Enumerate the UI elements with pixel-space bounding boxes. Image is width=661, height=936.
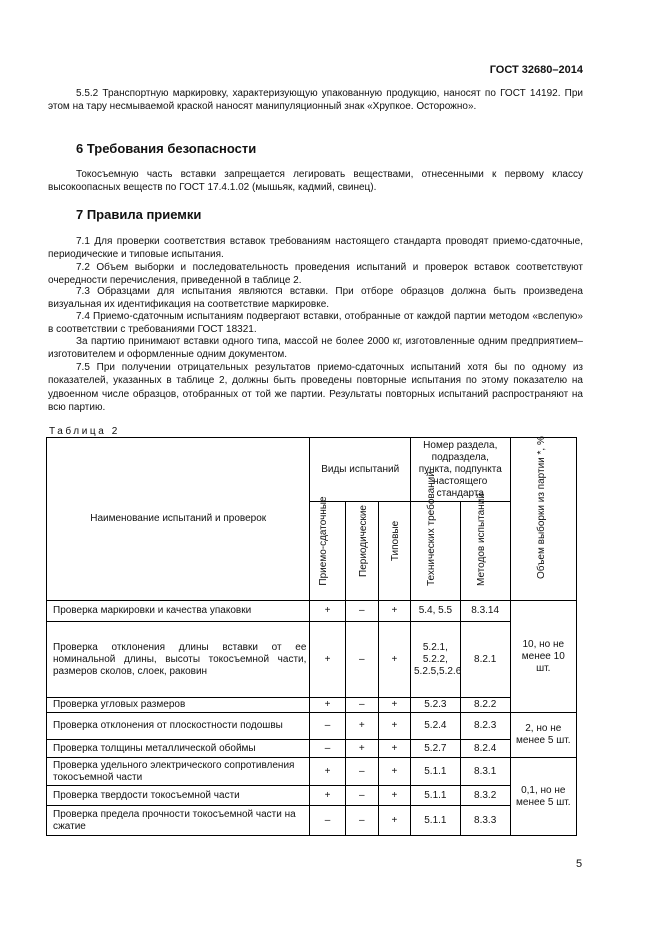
cell-typical: +	[378, 698, 410, 713]
table-row	[47, 758, 577, 786]
cell-methods: 8.2.1	[460, 622, 510, 698]
table-caption: Таблица 2	[49, 426, 120, 437]
row-name: Проверка маркировки и качества упаковки	[47, 601, 310, 622]
cell-methods: 8.3.3	[460, 806, 510, 836]
row-name: Проверка угловых размеров	[47, 698, 310, 713]
cell-acceptance: +	[310, 622, 345, 698]
cell-requirements: 5.2.4	[411, 713, 461, 740]
paragraph-7-1: 7.1 Для проверки соответствия вставок требованиям настоящего стандарта проводят приемо-сдаточные, периодические и типовые испытания.	[48, 236, 583, 261]
cell-requirements: 5.2.3	[411, 698, 461, 713]
cell-typical: +	[378, 740, 410, 758]
row-name: Проверка отклонения от плоскостности подошвы	[47, 713, 310, 740]
header-periodic	[345, 502, 378, 601]
cell-periodic: +	[345, 713, 378, 740]
cell-acceptance: +	[310, 758, 345, 786]
cell-typical: +	[378, 713, 410, 740]
header-typical-text: Типовые	[389, 520, 401, 562]
header-acceptance	[310, 496, 345, 601]
cell-sample-group-3: 0,1, но не менее 5 шт.	[510, 758, 576, 836]
cell-requirements: 5.4, 5.5	[411, 601, 461, 622]
cell-periodic: –	[345, 622, 378, 698]
section-6-title: 6 Требования безопасности	[76, 141, 257, 156]
header-periodic-text: Периодические	[357, 505, 369, 577]
row-name: Проверка предела прочности токосъемной части на сжатие	[47, 806, 310, 836]
cell-typical: +	[378, 786, 410, 806]
cell-requirements: 5.1.1	[411, 786, 461, 806]
header-test-types: Виды испытаний	[310, 438, 411, 502]
cell-typical: +	[378, 601, 410, 622]
table-row	[47, 806, 577, 836]
cell-requirements: 5.2.7	[411, 740, 461, 758]
header-acceptance-text: Приемо-сдаточные	[318, 496, 330, 586]
page-number: 5	[576, 858, 583, 870]
cell-periodic: –	[345, 698, 378, 713]
table-row	[47, 698, 577, 713]
row-name: Проверка отклонения длины вставки от ее номинальной длины, высоты токосъемной части, размеров сколов, слоек, раковин	[47, 622, 310, 698]
paragraph-5-5-2: 5.5.2 Транспортную маркировку, характеризующую упакованную продукцию, наносят по ГОСТ 14192. При этом на тару несмываемой краской наносят манипуляционный знак «Хрупкое. Осторожно».	[48, 88, 583, 113]
cell-periodic: –	[345, 806, 378, 836]
table-2	[46, 437, 577, 836]
cell-sample-group-1: 10, но не менее 10 шт.	[510, 601, 576, 713]
paragraph-7-5: 7.5 При получении отрицательных результатов приемо-сдаточных испытаний хотя бы по одному из показателей, указанных в таблице 2, должны быть проведены повторные испытания по этому показателю на удвоенном числе образцов, отобранных от той же партии. Результаты повторных испытаний распространяют на всю партию.	[48, 362, 583, 414]
paragraph-7-2: 7.2 Объем выборки и последовательность проведения испытаний и проверок вставок соответствуют очередности перечисления, приведенной в таблице 2.	[48, 262, 583, 287]
cell-requirements: 5.1.1	[411, 758, 461, 786]
paragraph-7-4b: За партию принимают вставки одного типа, массой не более 2000 кг, изготовленные одним предприятием–изготовителем и оформленные одним документом.	[48, 336, 583, 361]
table-row	[47, 713, 577, 740]
table-row	[47, 622, 577, 698]
header-name: Наименование испытаний и проверок	[47, 438, 310, 601]
cell-periodic: –	[345, 786, 378, 806]
cell-acceptance: –	[310, 740, 345, 758]
cell-typical: +	[378, 806, 410, 836]
cell-acceptance: +	[310, 786, 345, 806]
cell-periodic: –	[345, 758, 378, 786]
section-7-title: 7 Правила приемки	[76, 207, 202, 222]
cell-acceptance: +	[310, 601, 345, 622]
cell-periodic: –	[345, 601, 378, 622]
header-sample-size-text: Объем выборки из партии *, %	[535, 436, 547, 579]
cell-typical: +	[378, 622, 410, 698]
cell-methods: 8.3.1	[460, 758, 510, 786]
header-methods	[460, 493, 510, 601]
table-row	[47, 601, 577, 622]
header-requirements	[411, 471, 461, 601]
header-sample-size	[510, 438, 576, 601]
cell-acceptance: –	[310, 806, 345, 836]
cell-methods: 8.3.14	[460, 601, 510, 622]
cell-requirements: 5.2.1, 5.2.2, 5.2.5,5.2.6	[411, 622, 461, 698]
cell-acceptance: –	[310, 713, 345, 740]
cell-methods: 8.2.2	[460, 698, 510, 713]
document-header: ГОСТ 32680–2014	[489, 64, 583, 76]
cell-acceptance: +	[310, 698, 345, 713]
header-methods-text: Методов испытаний	[475, 493, 487, 586]
paragraph-7-3: 7.3 Образцами для испытания являются вставки. При отборе образцов должна быть произведена визуальная их идентификация на соответствие маркировке.	[48, 286, 583, 311]
row-name: Проверка твердости токосъемной части	[47, 786, 310, 806]
row-name: Проверка толщины металлической обоймы	[47, 740, 310, 758]
cell-requirements: 5.1.1	[411, 806, 461, 836]
row-name: Проверка удельного электрического сопротивления токосъемной части	[47, 758, 310, 786]
table-row	[47, 740, 577, 758]
table-row	[47, 786, 577, 806]
cell-periodic: +	[345, 740, 378, 758]
cell-methods: 8.3.2	[460, 786, 510, 806]
cell-methods: 8.2.3	[460, 713, 510, 740]
paragraph-7-4: 7.4 Приемо-сдаточным испытаниям подвергают вставки, отобранные от каждой партии методом «вслепую» в соответствии с требованиями ГОСТ 18321.	[48, 311, 583, 336]
header-requirements-text: Технических требований	[426, 471, 437, 586]
cell-sample-group-2: 2, но не менее 5 шт.	[510, 713, 576, 758]
header-typical	[378, 502, 410, 601]
cell-methods: 8.2.4	[460, 740, 510, 758]
header-section-number: Номер раздела, подраздела, пункта, подпункта настоящего стандарта	[411, 438, 511, 502]
paragraph-6: Токосъемную часть вставки запрещается легировать веществами, отнесенными к первому классу высокоопасных веществ по ГОСТ 17.4.1.02 (мышьяк, кадмий, свинец).	[48, 169, 583, 194]
cell-typical: +	[378, 758, 410, 786]
